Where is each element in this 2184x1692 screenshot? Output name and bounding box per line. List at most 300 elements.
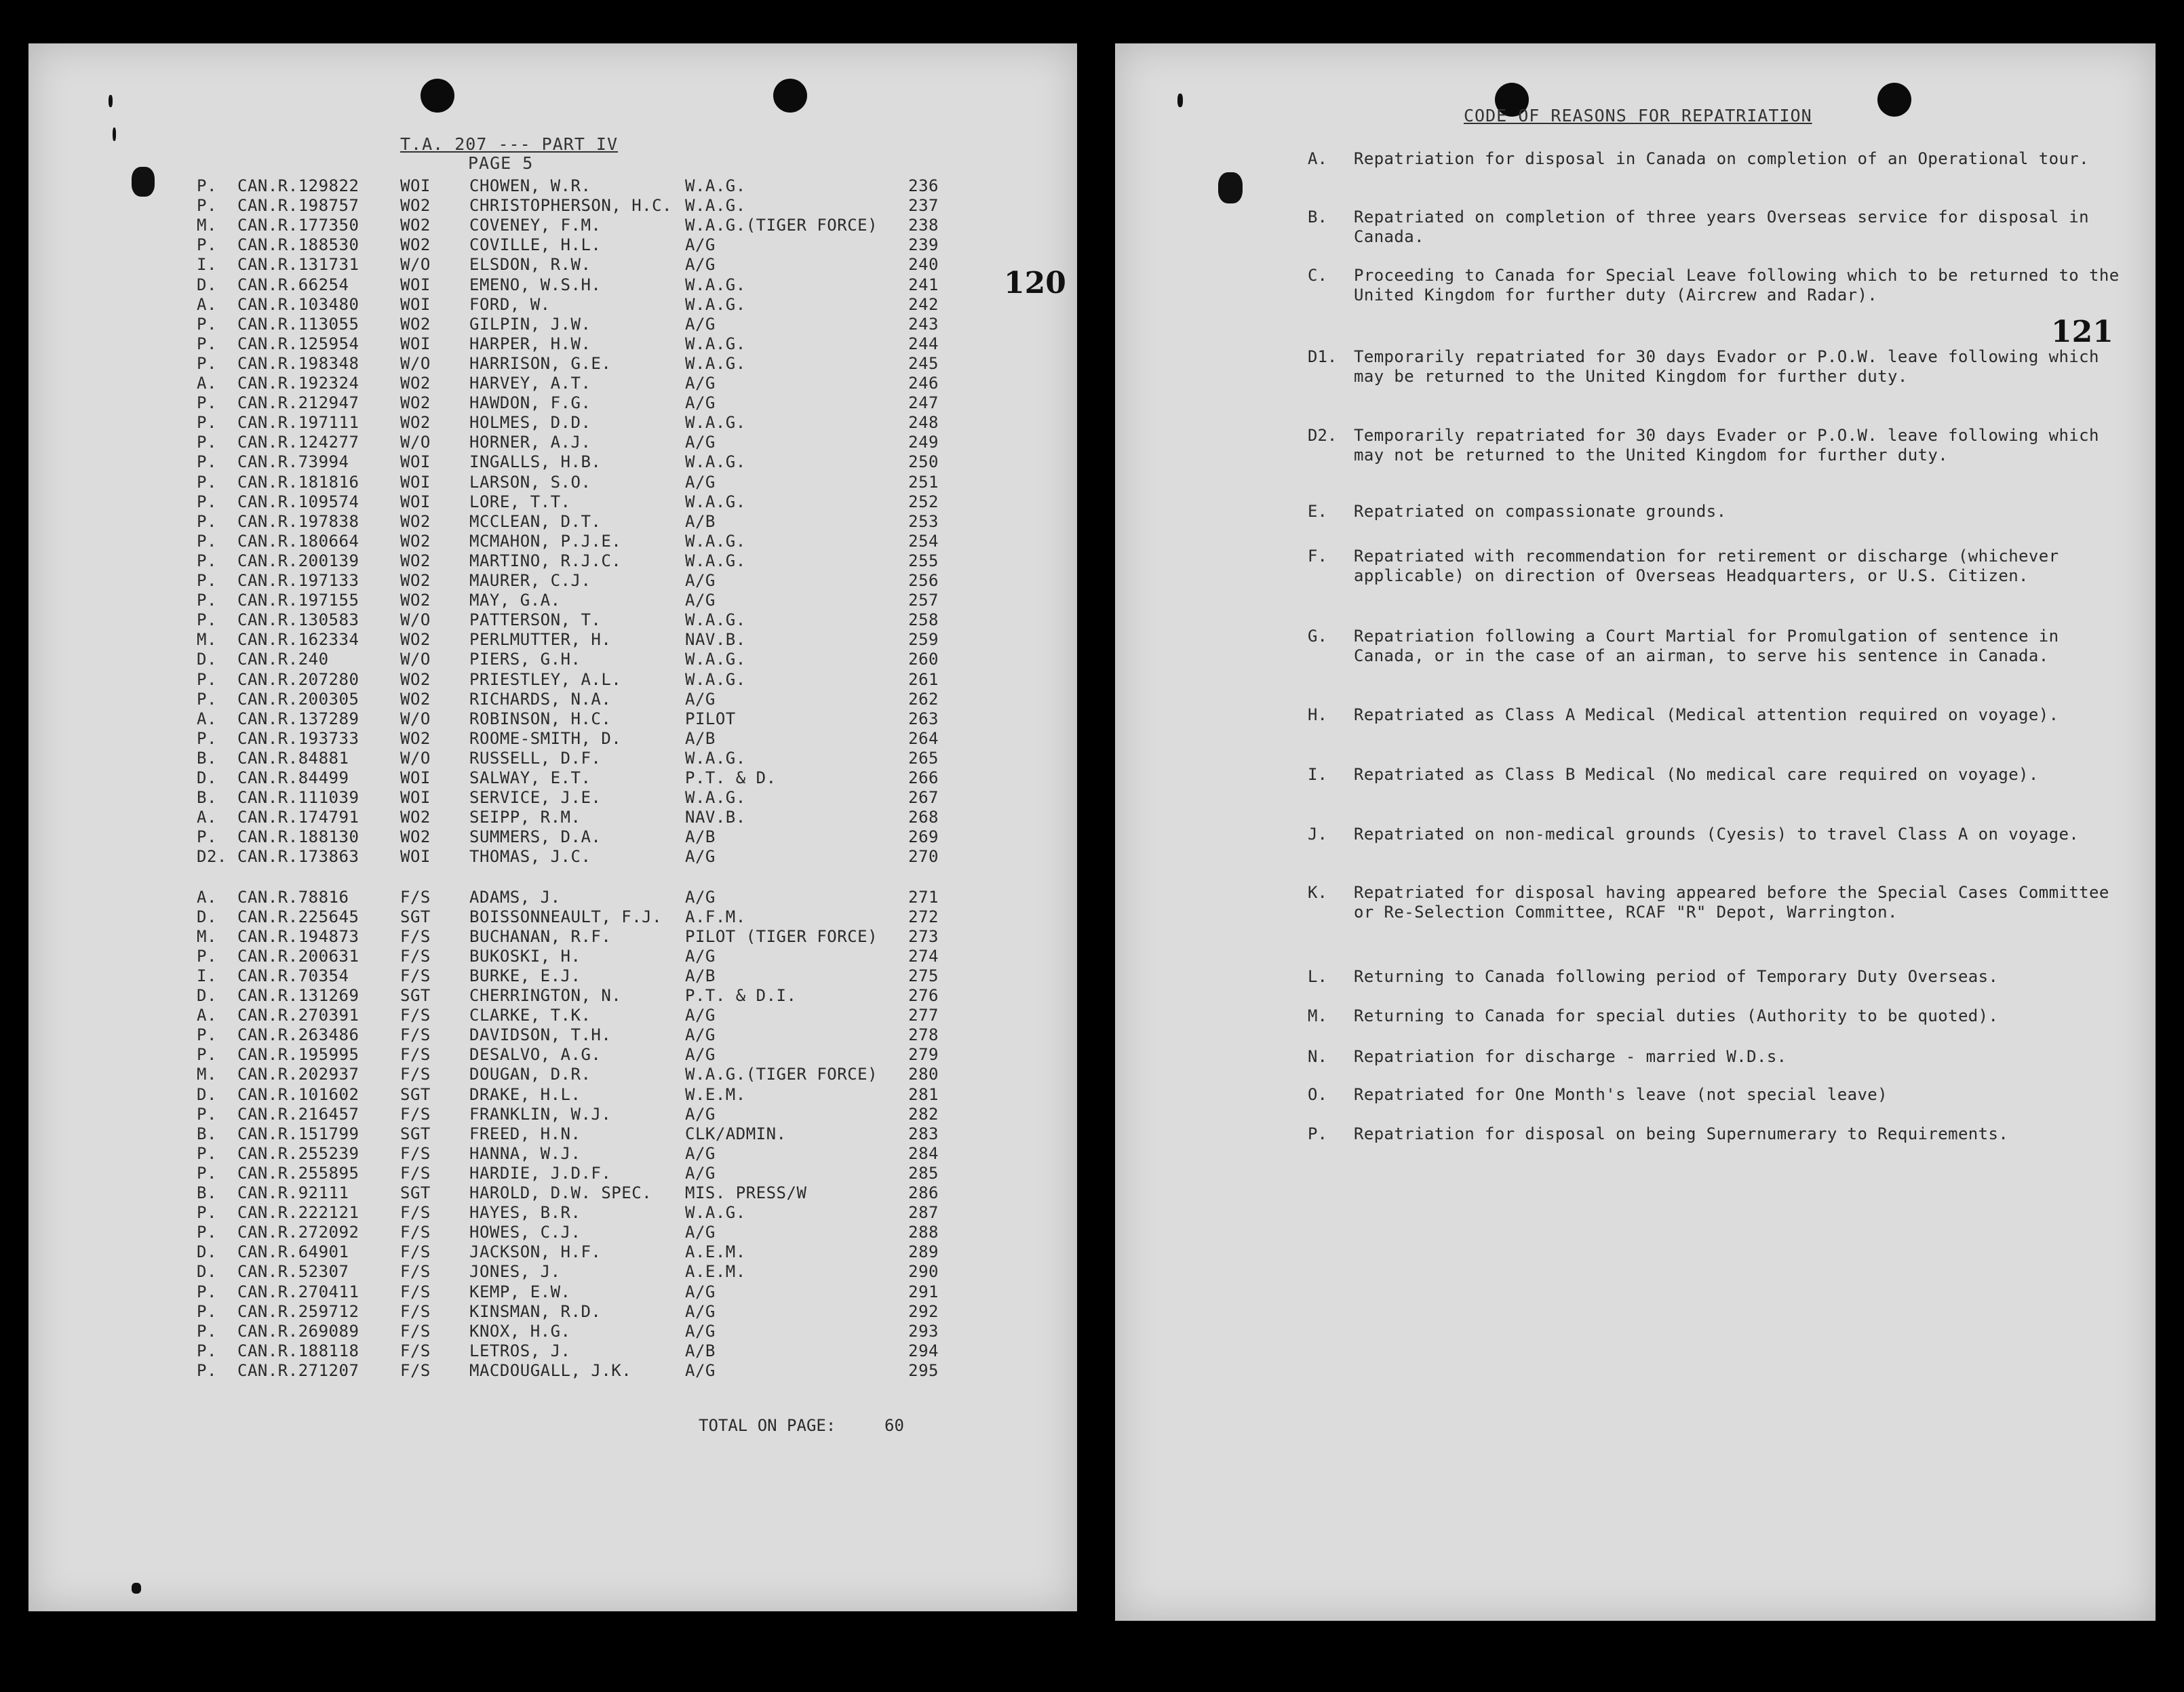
row-name: SUMMERS, D.A.: [469, 827, 602, 847]
row-rank: WO2: [400, 511, 431, 531]
row-rank: W/O: [400, 650, 431, 669]
row-num: CAN.R.200305: [237, 689, 359, 709]
row-code: P.: [197, 728, 217, 748]
row-num: CAN.R.270391: [237, 1006, 359, 1025]
row-name: HORNER, A.J.: [469, 433, 591, 452]
ink-mark: [132, 1583, 141, 1594]
row-seq: 277: [908, 1006, 939, 1025]
row-trade: W.A.G.: [685, 413, 746, 433]
row-code: P.: [197, 1341, 217, 1360]
row-seq: 282: [908, 1104, 939, 1124]
row-seq: 245: [908, 353, 939, 373]
row-name: CLARKE, T.K.: [469, 1006, 591, 1025]
row-code: P.: [197, 413, 217, 433]
row-code: P.: [197, 551, 217, 570]
row-name: HARRISON, G.E.: [469, 353, 612, 373]
row-seq: 288: [908, 1223, 939, 1242]
row-name: BOISSONNEAULT, F.J.: [469, 907, 663, 926]
row-code: P.: [197, 1203, 217, 1223]
row-code: P.: [197, 393, 217, 413]
row-num: CAN.R.197111: [237, 413, 359, 433]
row-trade: W.A.G.: [685, 334, 746, 353]
row-num: CAN.R.200631: [237, 946, 359, 966]
row-trade: A/G: [685, 235, 716, 255]
row-rank: WO2: [400, 728, 431, 748]
row-num: CAN.R.84881: [237, 748, 349, 768]
row-rank: WO2: [400, 827, 431, 847]
row-seq: 261: [908, 669, 939, 689]
row-trade: A/G: [685, 1006, 716, 1025]
row-num: CAN.R.225645: [237, 907, 359, 926]
row-trade: W.A.G.: [685, 176, 746, 195]
row-name: ELSDON, R.W.: [469, 255, 591, 275]
ink-mark: [113, 127, 116, 141]
row-code: P.: [197, 531, 217, 551]
row-num: CAN.R.188130: [237, 827, 359, 847]
row-num: CAN.R.64901: [237, 1242, 349, 1262]
row-code: D.: [197, 275, 217, 294]
row-name: PRIESTLEY, A.L.: [469, 669, 622, 689]
row-code: B.: [197, 748, 217, 768]
row-code: B.: [197, 788, 217, 808]
reason-text: Repatriated on compassionate grounds.: [1354, 502, 1727, 521]
row-name: MAY, G.A.: [469, 591, 561, 610]
row-code: P.: [197, 492, 217, 511]
reason-code: B.: [1308, 208, 1327, 227]
row-seq: 291: [908, 1282, 939, 1301]
row-rank: WO2: [400, 393, 431, 413]
row-seq: 280: [908, 1065, 939, 1084]
punch-hole: [1877, 83, 1911, 117]
row-name: MACDOUGALL, J.K.: [469, 1360, 632, 1380]
row-name: THOMAS, J.C.: [469, 847, 591, 867]
row-name: FRANKLIN, W.J.: [469, 1104, 612, 1124]
row-code: M.: [197, 216, 217, 235]
row-name: COVENEY, F.M.: [469, 216, 602, 235]
row-trade: W.A.G.: [685, 650, 746, 669]
row-num: CAN.R.197155: [237, 591, 359, 610]
row-rank: WOI: [400, 788, 431, 808]
row-trade: A/G: [685, 472, 716, 492]
row-name: MCCLEAN, D.T.: [469, 511, 602, 531]
row-code: P.: [197, 433, 217, 452]
row-trade: A/G: [685, 946, 716, 966]
row-code: P.: [197, 827, 217, 847]
page-label: PAGE 5: [468, 153, 534, 173]
row-rank: W/O: [400, 709, 431, 728]
row-num: CAN.R.202937: [237, 1065, 359, 1084]
row-num: CAN.R.197133: [237, 571, 359, 590]
row-trade: A/G: [685, 1143, 716, 1163]
row-code: P.: [197, 1104, 217, 1124]
row-seq: 242: [908, 294, 939, 314]
row-code: D.: [197, 650, 217, 669]
row-seq: 278: [908, 1025, 939, 1045]
row-trade: W.A.G.: [685, 669, 746, 689]
row-seq: 265: [908, 748, 939, 768]
row-num: CAN.R.263486: [237, 1025, 359, 1045]
row-rank: SGT: [400, 1124, 431, 1143]
row-trade: A/G: [685, 393, 716, 413]
row-rank: F/S: [400, 1045, 431, 1065]
page-stamp-number: 121: [2051, 315, 2113, 349]
row-rank: WO2: [400, 551, 431, 570]
row-name: COVILLE, H.L.: [469, 235, 602, 255]
row-name: RUSSELL, D.F.: [469, 748, 602, 768]
row-num: CAN.R.195995: [237, 1045, 359, 1065]
row-code: A.: [197, 808, 217, 827]
row-seq: 272: [908, 907, 939, 926]
row-seq: 256: [908, 571, 939, 590]
row-name: LORE, T.T.: [469, 492, 571, 511]
row-name: GILPIN, J.W.: [469, 314, 591, 334]
reason-text: Temporarily repatriated for 30 days Evader or P.O.W. leave following which may not be returned to the United Kingdom for further duty.: [1354, 426, 2099, 465]
row-rank: W/O: [400, 610, 431, 630]
row-rank: F/S: [400, 1163, 431, 1183]
row-num: CAN.R.188530: [237, 235, 359, 255]
row-rank: SGT: [400, 1183, 431, 1202]
row-code: B.: [197, 1183, 217, 1202]
row-name: HOWES, C.J.: [469, 1223, 581, 1242]
row-code: A.: [197, 709, 217, 728]
row-trade: W.A.G.: [685, 452, 746, 472]
left-document-page: [28, 43, 1077, 1611]
reason-code: J.: [1308, 825, 1327, 844]
row-seq: 243: [908, 314, 939, 334]
reason-text: Repatriated with recommendation for retirement or discharge (whichever applicable) on direction of Overseas Headquarters, or U.S. Citizen.: [1354, 547, 2059, 585]
row-num: CAN.R.198348: [237, 353, 359, 373]
row-name: DAVIDSON, T.H.: [469, 1025, 612, 1045]
row-trade: A/G: [685, 1360, 716, 1380]
row-code: A.: [197, 1006, 217, 1025]
row-rank: F/S: [400, 1360, 431, 1380]
row-code: P.: [197, 176, 217, 195]
reason-text: Repatriated as Class B Medical (No medical care required on voyage).: [1354, 765, 2039, 784]
row-code: P.: [197, 610, 217, 630]
row-num: CAN.R.255239: [237, 1143, 359, 1163]
reason-code: H.: [1308, 705, 1327, 724]
row-rank: WOI: [400, 294, 431, 314]
row-name: HAROLD, D.W. SPEC.: [469, 1183, 652, 1202]
row-rank: WO2: [400, 235, 431, 255]
row-name: HAWDON, F.G.: [469, 393, 591, 413]
row-name: EMENO, W.S.H.: [469, 275, 602, 294]
row-trade: A/G: [685, 847, 716, 867]
row-num: CAN.R.73994: [237, 452, 349, 472]
row-num: CAN.R.78816: [237, 887, 349, 907]
row-rank: WO2: [400, 630, 431, 650]
row-num: CAN.R.222121: [237, 1203, 359, 1223]
reason-text: Repatriation for disposal on being Supernumerary to Requirements.: [1354, 1124, 2009, 1143]
row-name: MAURER, C.J.: [469, 571, 591, 590]
row-num: CAN.R.240: [237, 650, 329, 669]
row-rank: WOI: [400, 472, 431, 492]
row-rank: WO2: [400, 374, 431, 393]
row-num: CAN.R.188118: [237, 1341, 359, 1360]
row-name: PERLMUTTER, H.: [469, 630, 612, 650]
row-trade: A/B: [685, 728, 716, 748]
row-code: D.: [197, 907, 217, 926]
reason-code: D1.: [1308, 347, 1338, 366]
row-seq: 266: [908, 768, 939, 787]
row-rank: WO2: [400, 571, 431, 590]
row-rank: F/S: [400, 887, 431, 907]
row-rank: F/S: [400, 1301, 431, 1321]
row-rank: WO2: [400, 314, 431, 334]
reasons-title: CODE OF REASONS FOR REPATRIATION: [1464, 106, 1812, 125]
row-trade: A/B: [685, 827, 716, 847]
row-rank: F/S: [400, 1223, 431, 1242]
row-code: D2.: [197, 847, 227, 867]
row-seq: 241: [908, 275, 939, 294]
row-code: P.: [197, 689, 217, 709]
row-name: BUKOSKI, H.: [469, 946, 581, 966]
row-trade: A/G: [685, 571, 716, 590]
reason-code: G.: [1308, 627, 1327, 646]
row-num: CAN.R.70354: [237, 966, 349, 985]
row-code: I.: [197, 255, 217, 275]
row-code: P.: [197, 1163, 217, 1183]
row-seq: 287: [908, 1203, 939, 1223]
row-rank: F/S: [400, 1006, 431, 1025]
row-trade: W.A.G.: [685, 748, 746, 768]
reason-text: Repatriated on completion of three years Overseas service for disposal in Canada.: [1354, 208, 2089, 246]
row-trade: W.A.G.: [685, 788, 746, 808]
row-seq: 247: [908, 393, 939, 413]
row-seq: 293: [908, 1321, 939, 1341]
reason-text: Repatriation following a Court Martial for Promulgation of sentence in Canada, or in the case of an airman, to serve his sentence in Canada.: [1354, 627, 2059, 665]
reason-code: P.: [1308, 1124, 1327, 1143]
row-rank: WO2: [400, 591, 431, 610]
row-num: CAN.R.130583: [237, 610, 359, 630]
row-code: P.: [197, 1321, 217, 1341]
row-trade: W.A.G.: [685, 353, 746, 373]
row-trade: A/G: [685, 314, 716, 334]
row-name: HARVEY, A.T.: [469, 374, 591, 393]
row-trade: W.A.G.: [685, 551, 746, 570]
row-num: CAN.R.66254: [237, 275, 349, 294]
row-code: A.: [197, 294, 217, 314]
row-rank: F/S: [400, 1065, 431, 1084]
ink-mark: [1218, 172, 1243, 203]
row-name: CHOWEN, W.R.: [469, 176, 591, 195]
row-trade: A/G: [685, 1163, 716, 1183]
row-rank: F/S: [400, 966, 431, 985]
row-rank: F/S: [400, 1203, 431, 1223]
row-name: DOUGAN, D.R.: [469, 1065, 591, 1084]
row-name: BURKE, E.J.: [469, 966, 581, 985]
row-num: CAN.R.216457: [237, 1104, 359, 1124]
row-code: P.: [197, 1282, 217, 1301]
row-trade: W.A.G.: [685, 196, 746, 216]
row-name: ROBINSON, H.C.: [469, 709, 612, 728]
row-trade: A/G: [685, 433, 716, 452]
row-seq: 262: [908, 689, 939, 709]
row-code: M.: [197, 630, 217, 650]
row-num: CAN.R.131731: [237, 255, 359, 275]
row-num: CAN.R.103480: [237, 294, 359, 314]
row-num: CAN.R.162334: [237, 630, 359, 650]
row-rank: WOI: [400, 847, 431, 867]
row-num: CAN.R.137289: [237, 709, 359, 728]
reason-code: F.: [1308, 547, 1327, 566]
reason-code: A.: [1308, 149, 1327, 168]
row-num: CAN.R.181816: [237, 472, 359, 492]
row-seq: 244: [908, 334, 939, 353]
row-rank: SGT: [400, 1084, 431, 1104]
row-trade: A/G: [685, 1282, 716, 1301]
row-code: D.: [197, 1242, 217, 1262]
row-name: SEIPP, R.M.: [469, 808, 581, 827]
row-trade: W.A.G.: [685, 531, 746, 551]
row-trade: W.A.G.: [685, 610, 746, 630]
row-code: P.: [197, 235, 217, 255]
reason-text: Repatriation for disposal in Canada on completion of an Operational tour.: [1354, 149, 2089, 168]
row-num: CAN.R.194873: [237, 926, 359, 946]
row-name: LARSON, S.O.: [469, 472, 591, 492]
row-num: CAN.R.198757: [237, 196, 359, 216]
row-seq: 292: [908, 1301, 939, 1321]
reason-code: K.: [1308, 883, 1327, 902]
reason-text: Repatriation for discharge - married W.D.s.: [1354, 1047, 1787, 1066]
row-trade: A/G: [685, 689, 716, 709]
row-name: ROOME-SMITH, D.: [469, 728, 622, 748]
reason-code: D2.: [1308, 426, 1338, 445]
row-rank: F/S: [400, 1242, 431, 1262]
row-num: CAN.R.109574: [237, 492, 359, 511]
row-name: MCMAHON, P.J.E.: [469, 531, 622, 551]
row-rank: F/S: [400, 1282, 431, 1301]
reason-code: O.: [1308, 1085, 1327, 1104]
reason-text: Proceeding to Canada for Special Leave following which to be returned to the United Kingdom for further duty (Aircrew and Radar).: [1354, 266, 2120, 304]
row-rank: WOI: [400, 768, 431, 787]
row-seq: 275: [908, 966, 939, 985]
row-seq: 274: [908, 946, 939, 966]
row-rank: WO2: [400, 413, 431, 433]
row-num: CAN.R.111039: [237, 788, 359, 808]
reason-code: L.: [1308, 967, 1327, 986]
row-num: CAN.R.200139: [237, 551, 359, 570]
page-stamp-number: 120: [1004, 266, 1066, 300]
row-rank: WO2: [400, 689, 431, 709]
row-rank: WO2: [400, 216, 431, 235]
row-rank: F/S: [400, 926, 431, 946]
row-seq: 281: [908, 1084, 939, 1104]
row-rank: SGT: [400, 986, 431, 1005]
row-name: CHERRINGTON, N.: [469, 986, 622, 1005]
row-code: D.: [197, 986, 217, 1005]
row-trade: A/G: [685, 1104, 716, 1124]
row-seq: 269: [908, 827, 939, 847]
row-name: KNOX, H.G.: [469, 1321, 571, 1341]
row-rank: WO2: [400, 196, 431, 216]
row-seq: 273: [908, 926, 939, 946]
row-name: JACKSON, H.F.: [469, 1242, 602, 1262]
row-trade: A/G: [685, 591, 716, 610]
reason-code: N.: [1308, 1047, 1327, 1066]
row-seq: 271: [908, 887, 939, 907]
row-rank: WO2: [400, 808, 431, 827]
row-code: P.: [197, 1360, 217, 1380]
row-code: P.: [197, 511, 217, 531]
reason-code: I.: [1308, 765, 1327, 784]
row-code: P.: [197, 314, 217, 334]
row-num: CAN.R.255895: [237, 1163, 359, 1183]
row-num: CAN.R.125954: [237, 334, 359, 353]
row-rank: WOI: [400, 492, 431, 511]
reason-code: E.: [1308, 502, 1327, 521]
row-num: CAN.R.212947: [237, 393, 359, 413]
punch-hole: [773, 79, 807, 113]
row-num: CAN.R.193733: [237, 728, 359, 748]
row-trade: MIS. PRESS/W: [685, 1183, 807, 1202]
row-seq: 240: [908, 255, 939, 275]
row-name: LETROS, J.: [469, 1341, 571, 1360]
row-seq: 268: [908, 808, 939, 827]
row-code: P.: [197, 452, 217, 472]
row-name: PATTERSON, T.: [469, 610, 602, 630]
row-num: CAN.R.177350: [237, 216, 359, 235]
row-trade: A/G: [685, 255, 716, 275]
row-code: P.: [197, 353, 217, 373]
row-seq: 253: [908, 511, 939, 531]
reason-code: C.: [1308, 266, 1327, 285]
row-rank: WOI: [400, 334, 431, 353]
row-seq: 264: [908, 728, 939, 748]
row-trade: P.T. & D.I.: [685, 986, 797, 1005]
row-name: HARPER, H.W.: [469, 334, 591, 353]
row-trade: W.A.G.: [685, 294, 746, 314]
row-code: A.: [197, 374, 217, 393]
row-code: D.: [197, 768, 217, 787]
row-seq: 258: [908, 610, 939, 630]
row-trade: PILOT (TIGER FORCE): [685, 926, 878, 946]
row-rank: F/S: [400, 1262, 431, 1282]
row-seq: 260: [908, 650, 939, 669]
row-name: RICHARDS, N.A.: [469, 689, 612, 709]
row-code: P.: [197, 472, 217, 492]
row-trade: A.E.M.: [685, 1242, 746, 1262]
row-trade: A/G: [685, 1045, 716, 1065]
right-document-page: [1115, 43, 2156, 1621]
row-seq: 237: [908, 196, 939, 216]
row-seq: 250: [908, 452, 939, 472]
row-seq: 246: [908, 374, 939, 393]
row-num: CAN.R.269089: [237, 1321, 359, 1341]
row-trade: P.T. & D.: [685, 768, 777, 787]
row-rank: WOI: [400, 452, 431, 472]
row-rank: F/S: [400, 1321, 431, 1341]
row-rank: W/O: [400, 353, 431, 373]
row-rank: F/S: [400, 1341, 431, 1360]
document-header: T.A. 207 --- PART IV: [400, 134, 619, 154]
row-num: CAN.R.131269: [237, 986, 359, 1005]
row-code: P.: [197, 334, 217, 353]
row-code: B.: [197, 1124, 217, 1143]
row-name: MARTINO, R.J.C.: [469, 551, 622, 570]
row-code: P.: [197, 1301, 217, 1321]
row-trade: NAV.B.: [685, 630, 746, 650]
row-num: CAN.R.180664: [237, 531, 359, 551]
row-seq: 238: [908, 216, 939, 235]
row-seq: 259: [908, 630, 939, 650]
row-name: HANNA, W.J.: [469, 1143, 581, 1163]
row-num: CAN.R.113055: [237, 314, 359, 334]
row-trade: A/G: [685, 1223, 716, 1242]
row-seq: 294: [908, 1341, 939, 1360]
row-num: CAN.R.270411: [237, 1282, 359, 1301]
row-name: INGALLS, H.B.: [469, 452, 602, 472]
